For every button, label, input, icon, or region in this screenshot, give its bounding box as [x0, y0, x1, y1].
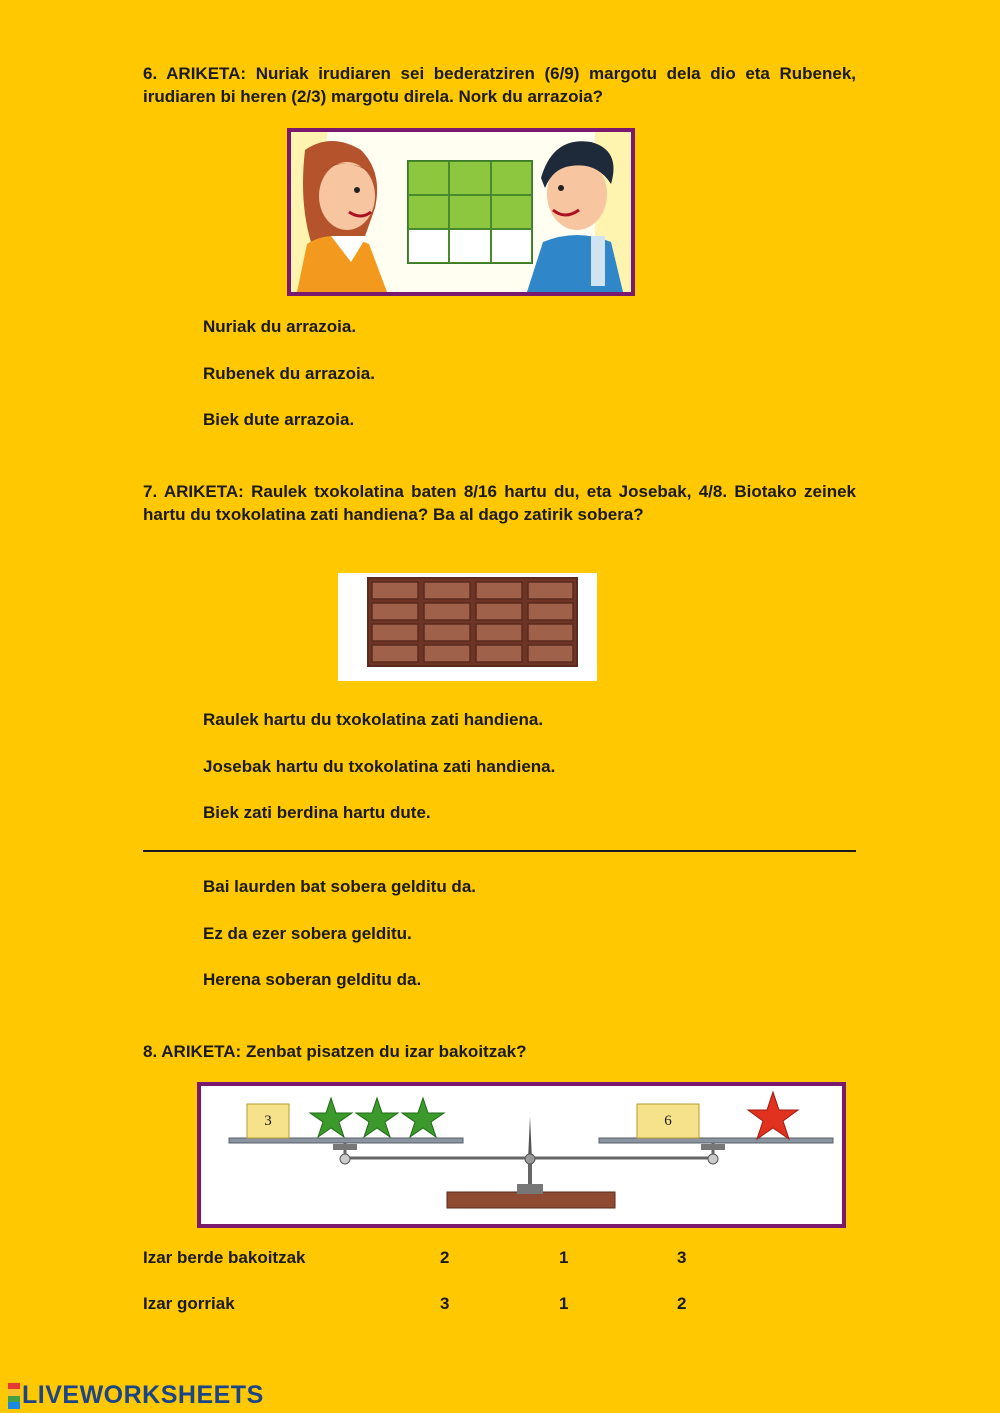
chocolate-bar-figure [338, 573, 597, 681]
question-6-text: 6. ARIKETA: Nuriak irudiaren sei bederatziren (6/9) margotu dela dio eta Rubenek, irudiaren bi heren (2/3) margotu direla. Nork du arrazoia? [143, 64, 856, 106]
q7-option-joseba[interactable]: Josebak hartu du txokolatina zati handiena. [203, 757, 556, 776]
grid-cell-empty [449, 229, 490, 263]
q7-option-raul[interactable]: Raulek hartu du txokolatina zati handiena. [203, 710, 544, 729]
q7-option-nothing-left[interactable]: Ez da ezer sobera gelditu. [203, 924, 412, 943]
divider-line [143, 850, 856, 852]
q6-option-nuria[interactable]: Nuriak du arrazoia. [203, 317, 357, 336]
red-star-icon [748, 1092, 798, 1139]
grid-cell-shaded [491, 195, 532, 229]
green-choice-2[interactable]: 1 [559, 1248, 569, 1267]
chocolate-bar-icon [338, 573, 597, 681]
question-7-text: 7. ARIKETA: Raulek txokolatina baten 8/16 hartu du, eta Josebak, 4/8. Biotako zeinek hartu du txokolatina zati handiena? Ba al dago zatirik sobera? [143, 482, 856, 524]
q7-option-quarter-left[interactable]: Bai laurden bat sobera gelditu da. [203, 877, 476, 896]
q6-option-both[interactable]: Biek dute arrazoia. [203, 410, 355, 429]
green-choice-3[interactable]: 3 [677, 1248, 687, 1267]
grid-cell-empty [491, 229, 532, 263]
grid-cell-shaded [408, 195, 449, 229]
grid-cell-shaded [449, 195, 490, 229]
row-label-green-star: Izar berde bakoitzak [143, 1248, 306, 1267]
q7-option-equal[interactable]: Biek zati berdina hartu dute. [203, 803, 431, 822]
green-star-icon [402, 1098, 444, 1137]
row-label-red-star: Izar gorriak [143, 1294, 235, 1313]
balance-scale-figure [197, 1082, 846, 1228]
red-choice-2[interactable]: 1 [559, 1294, 569, 1313]
girl-nuria-icon [291, 132, 387, 292]
grid-cell-empty [408, 229, 449, 263]
q7-option-third-left[interactable]: Herena soberan gelditu da. [203, 970, 422, 989]
balance-scale-icon [201, 1086, 842, 1224]
question-8-text: 8. ARIKETA: Zenbat pisatzen du izar bakoitzak? [143, 1042, 527, 1061]
grid-cell-shaded [408, 161, 449, 195]
logo-text: LIVEWORKSHEETS [22, 1381, 264, 1409]
logo-badge-icon [8, 1383, 20, 1409]
q6-option-ruben[interactable]: Rubenek du arrazoia. [203, 364, 375, 383]
fraction-figure-nuria-ruben [287, 128, 635, 296]
right-weight-box: 6 [664, 1112, 672, 1129]
grid-cell-shaded [491, 161, 532, 195]
boy-ruben-icon [527, 132, 631, 292]
green-star-icon [310, 1098, 352, 1137]
green-star-icon [356, 1098, 398, 1137]
grid-cell-shaded [449, 161, 490, 195]
nine-part-grid [407, 160, 533, 264]
red-choice-1[interactable]: 3 [440, 1294, 450, 1313]
liveworksheets-logo [8, 1381, 264, 1410]
left-weight-box: 3 [264, 1112, 272, 1129]
red-choice-3[interactable]: 2 [677, 1294, 687, 1313]
green-choice-1[interactable]: 2 [440, 1248, 450, 1267]
